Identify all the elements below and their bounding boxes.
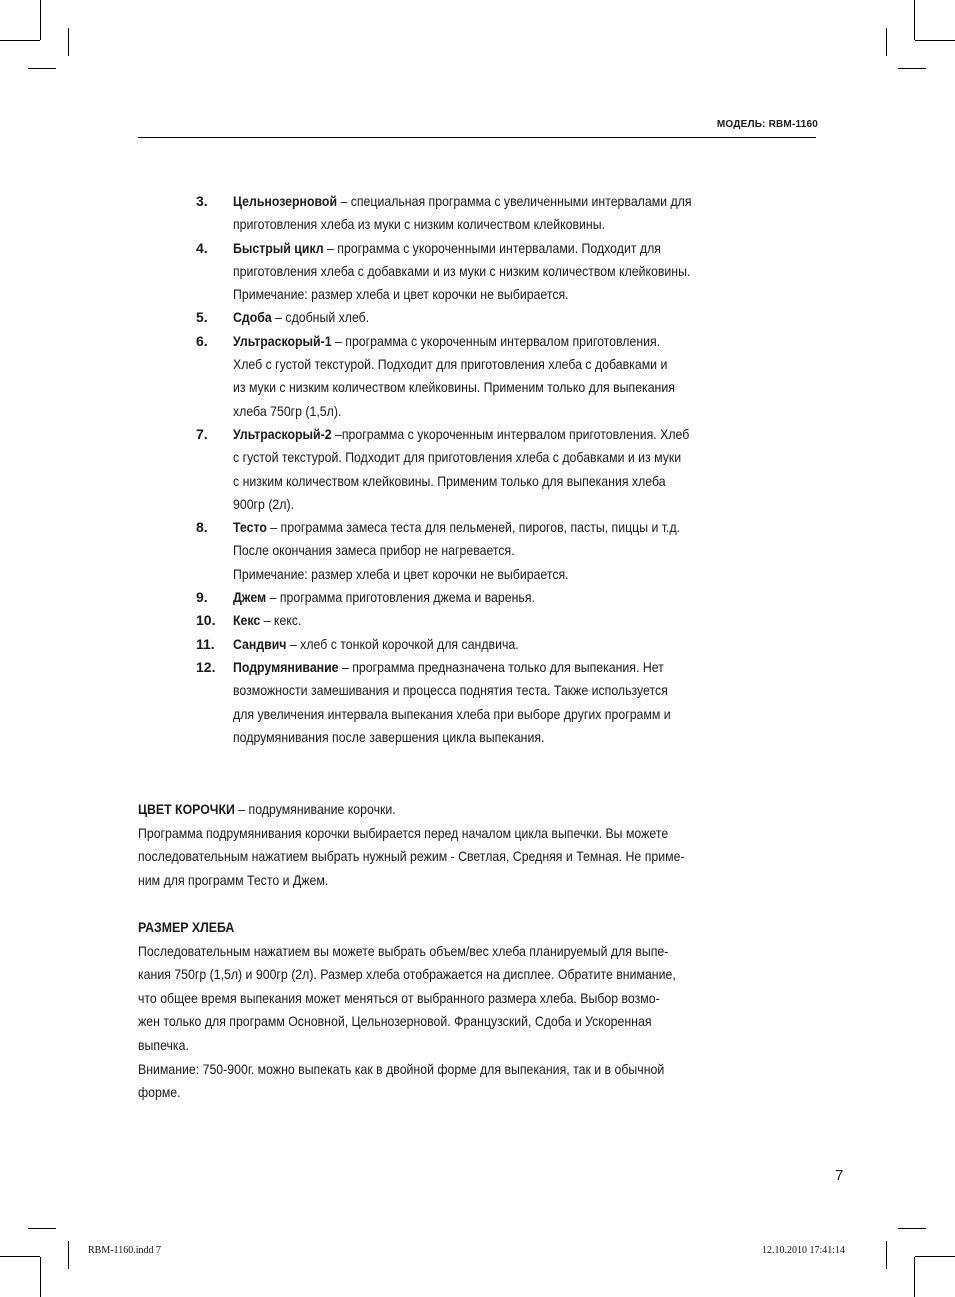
program-line: хлеба 750гр (1,5л). [233, 402, 342, 419]
crust-line: ним для программ Тесто и Джем. [138, 871, 329, 888]
crust-heading: ЦВЕТ КОРОЧКИ [138, 801, 235, 817]
program-keyword: Джем [233, 589, 267, 606]
size-line: кания 750гр (1,5л) и 900гр (2л). Размер хлеба отображается на дисплее. Обратите внимание, [138, 966, 676, 983]
program-item [196, 330, 821, 423]
program-description: – программа приготовления джема и варенья. [266, 589, 535, 606]
program-item [196, 609, 821, 632]
size-line: выпечка. [138, 1036, 189, 1053]
program-line [233, 306, 750, 329]
program-line [233, 609, 750, 632]
program-number: 10. [196, 612, 216, 629]
crust-heading-rest: – подрумянивание корочки. [234, 801, 396, 817]
program-line: приготовления хлеба с добавками и из муки с низким количеством клейковины. [233, 262, 691, 279]
program-line: с густой текстурой. Подходит для приготовления хлеба с добавками и из муки [233, 449, 682, 466]
program-line [233, 423, 750, 446]
program-keyword: Ультраскорый-1 [233, 332, 332, 349]
crust-line: Программа подрумянивания корочки выбирается перед началом цикла выпечки. Вы можете [138, 824, 669, 841]
crop-mark [40, 0, 41, 40]
crop-mark [0, 1256, 40, 1257]
crop-mark [915, 40, 955, 41]
program-line: После окончания замеса прибор не нагревается. [233, 542, 515, 559]
program-item [196, 190, 821, 237]
program-keyword: Сандвич [233, 635, 287, 652]
size-line: форме. [138, 1084, 181, 1101]
crop-mark [886, 28, 887, 56]
program-line: возможности замешивания и процесса поднятия теста. Также используется [233, 682, 668, 699]
size-heading: РАЗМЕР ХЛЕБА [138, 919, 235, 935]
crop-mark [68, 28, 69, 56]
program-item [196, 656, 821, 749]
program-line: для увеличения интервала выпекания хлеба при выборе других программ и [233, 705, 671, 722]
crop-mark [898, 1228, 926, 1229]
program-line: подрумянивания после завершения цикла выпекания. [233, 728, 545, 745]
crop-mark [0, 40, 40, 41]
program-list [196, 190, 821, 749]
program-description: – хлеб с тонкой корочкой для сандвича. [286, 635, 519, 652]
program-line [233, 656, 750, 679]
header-rule [138, 137, 816, 138]
program-description: –программа с укороченным интервалом приготовления. Хлеб [331, 425, 690, 442]
program-item [196, 633, 821, 656]
program-number: 3. [196, 193, 208, 209]
program-item [196, 306, 821, 329]
crop-mark [40, 1257, 41, 1297]
program-number: 12. [196, 658, 216, 675]
program-line: приготовления хлеба из муки с низким количеством клейковины. [233, 216, 606, 233]
size-section [138, 916, 838, 1105]
crust-section [138, 798, 838, 892]
program-line: Примечание: размер хлеба и цвет корочки не выбирается. [233, 565, 569, 582]
program-line: с низким количеством клейковины. Применим только для выпекания хлеба [233, 472, 666, 489]
crop-mark [898, 68, 926, 69]
program-keyword: Цельнозерновой [233, 193, 338, 209]
size-line: жен только для программ Основной, Цельнозерновой. Французский, Сдоба и Ускоренная [138, 1013, 652, 1030]
size-line: что общее время выпекания может меняться от выбранного размера хлеба. Выбор возмо- [138, 989, 660, 1006]
footer-timestamp: 12.10.2010 17:41:14 [762, 1245, 846, 1256]
crop-mark [28, 68, 56, 69]
crop-mark [914, 0, 915, 40]
program-number: 8. [196, 519, 208, 536]
program-keyword: Быстрый цикл [233, 239, 324, 256]
program-line [233, 237, 750, 260]
program-line [233, 190, 750, 213]
size-line: Последовательным нажатием вы можете выбрать объем/вес хлеба планируемый для выпе- [138, 942, 669, 959]
program-line [233, 330, 750, 353]
program-line: Хлеб с густой текстурой. Подходит для приготовления хлеба с добавками и [233, 356, 668, 373]
program-line [233, 586, 750, 609]
footer-file: RBM-1160.indd 7 [88, 1245, 161, 1256]
size-line: Внимание: 750-900г. можно выпекать как в двойной форме для выпекания, так и в обычной [138, 1060, 665, 1077]
program-number: 9. [196, 589, 208, 606]
program-item [196, 237, 821, 307]
program-number: 11. [196, 635, 215, 652]
program-description: – сдобный хлеб. [271, 309, 370, 326]
crop-mark [914, 1257, 915, 1297]
program-keyword: Подрумянивание [233, 658, 339, 675]
program-item [196, 516, 821, 586]
program-item [196, 423, 821, 516]
program-line: 900гр (2л). [233, 495, 294, 512]
program-keyword: Ультраскорый-2 [233, 425, 332, 442]
program-description: – программа замеса теста для пельменей, пирогов, пасты, пиццы и т.д. [266, 519, 681, 536]
program-keyword: Кекс [233, 612, 261, 629]
crop-mark [68, 1241, 69, 1269]
program-keyword: Сдоба [233, 309, 272, 326]
program-line: Примечание: размер хлеба и цвет корочки не выбирается. [233, 286, 569, 303]
program-number: 6. [196, 332, 208, 349]
program-description: – кекс. [260, 612, 302, 629]
crust-heading-line [138, 798, 754, 822]
crop-mark [28, 1228, 56, 1229]
crust-line: последовательным нажатием выбрать нужный режим - Светлая, Средняя и Темная. Не приме- [138, 848, 685, 865]
header-model: МОДЕЛЬ: RBM-1160 [716, 119, 818, 130]
program-description: – программа предназначена только для выпекания. Нет [338, 658, 664, 675]
program-line: из муки с низким количеством клейковины. Применим только для выпекания [233, 379, 675, 396]
program-line [233, 633, 750, 656]
program-number: 5. [196, 309, 208, 326]
program-description: – программа с укороченным интервалом приготовления. [331, 332, 661, 349]
program-description: – программа с укороченными интервалами. Подходит для [323, 239, 661, 256]
page-number: 7 [835, 1167, 844, 1184]
program-description: – специальная программа с увеличенными интервалами для [337, 193, 692, 209]
program-number: 7. [196, 425, 208, 442]
program-number: 4. [196, 239, 208, 256]
crop-mark [886, 1241, 887, 1269]
program-item [196, 586, 821, 609]
program-keyword: Тесто [233, 519, 267, 536]
crop-mark [915, 1256, 955, 1257]
program-line [233, 516, 750, 539]
